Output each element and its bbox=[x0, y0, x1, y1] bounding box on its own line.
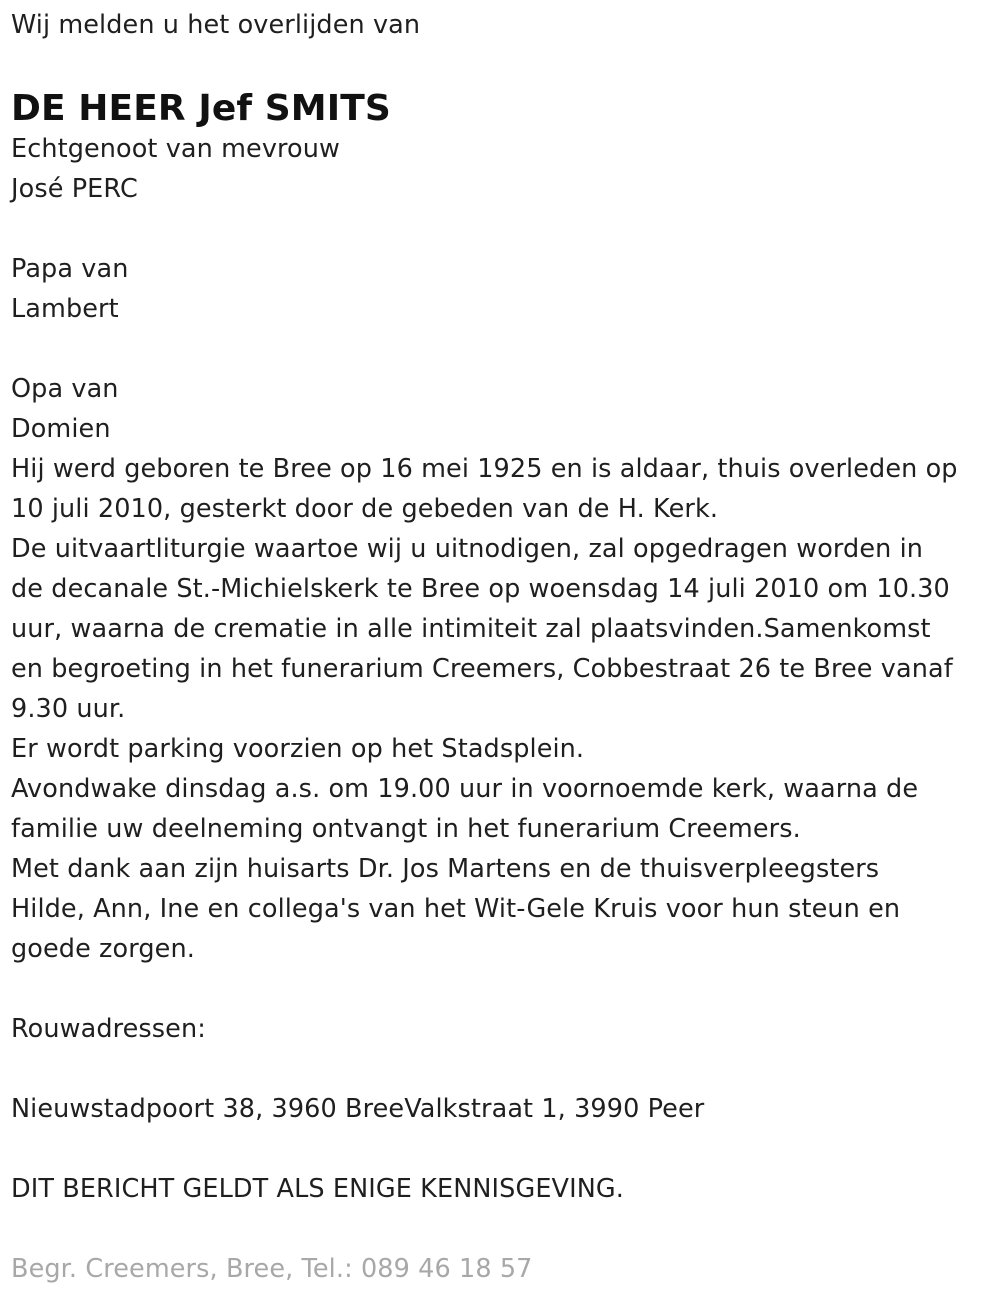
body-line: Er wordt parking voorzien op het Stadsplein. bbox=[11, 734, 585, 764]
spacer bbox=[11, 209, 996, 249]
notice-text: DIT BERICHT GELDT ALS ENIGE KENNISGEVING. bbox=[11, 1174, 624, 1204]
body-line: familie uw deelneming ontvangt in het funerarium Creemers. bbox=[11, 814, 801, 844]
child-name: Lambert bbox=[11, 294, 119, 324]
addresses-value: Nieuwstadpoort 38, 3960 BreeValkstraat 1, 3990 Peer bbox=[11, 1094, 705, 1124]
spacer bbox=[11, 969, 996, 1009]
spacer bbox=[11, 1049, 996, 1089]
intro-text: Wij melden u het overlijden van bbox=[11, 10, 421, 40]
spacer bbox=[11, 1209, 996, 1249]
spacer bbox=[11, 329, 996, 369]
body-line: Hilde, Ann, Ine en collega's van het Wit-Gele Kruis voor hun steun en bbox=[11, 894, 901, 924]
body-line: 10 juli 2010, gesterkt door de gebeden van de H. Kerk. bbox=[11, 494, 719, 524]
body-line: Avondwake dinsdag a.s. om 19.00 uur in voornoemde kerk, waarna de bbox=[11, 774, 919, 804]
body-line: en begroeting in het funerarium Creemers, Cobbestraat 26 te Bree vanaf bbox=[11, 654, 953, 684]
body-line: De uitvaartliturgie waartoe wij u uitnodigen, zal opgedragen worden in bbox=[11, 534, 924, 564]
body-line: uur, waarna de crematie in alle intimiteit zal plaatsvinden.Samenkomst bbox=[11, 614, 931, 644]
body-line: 9.30 uur. bbox=[11, 694, 126, 724]
spacer bbox=[11, 1129, 996, 1169]
grandchild-name: Domien bbox=[11, 414, 111, 444]
spouse-name: José PERC bbox=[11, 174, 138, 204]
obituary-body bbox=[11, 449, 996, 969]
body-line: Met dank aan zijn huisarts Dr. Jos Martens en de thuisverpleegsters bbox=[11, 854, 880, 884]
children-label: Papa van bbox=[11, 254, 129, 284]
body-line: de decanale St.-Michielskerk te Bree op woensdag 14 juli 2010 om 10.30 bbox=[11, 574, 950, 604]
grandchildren-label: Opa van bbox=[11, 374, 119, 404]
body-line: goede zorgen. bbox=[11, 934, 195, 964]
spouse-label: Echtgenoot van mevrouw bbox=[11, 134, 340, 164]
addresses-label: Rouwadressen: bbox=[11, 1014, 206, 1044]
deceased-name: DE HEER Jef SMITS bbox=[11, 88, 391, 129]
obituary-notice bbox=[11, 5, 996, 1289]
funeral-home-footer: Begr. Creemers, Bree, Tel.: 089 46 18 57 bbox=[11, 1254, 533, 1284]
body-line: Hij werd geboren te Bree op 16 mei 1925 en is aldaar, thuis overleden op bbox=[11, 454, 958, 484]
